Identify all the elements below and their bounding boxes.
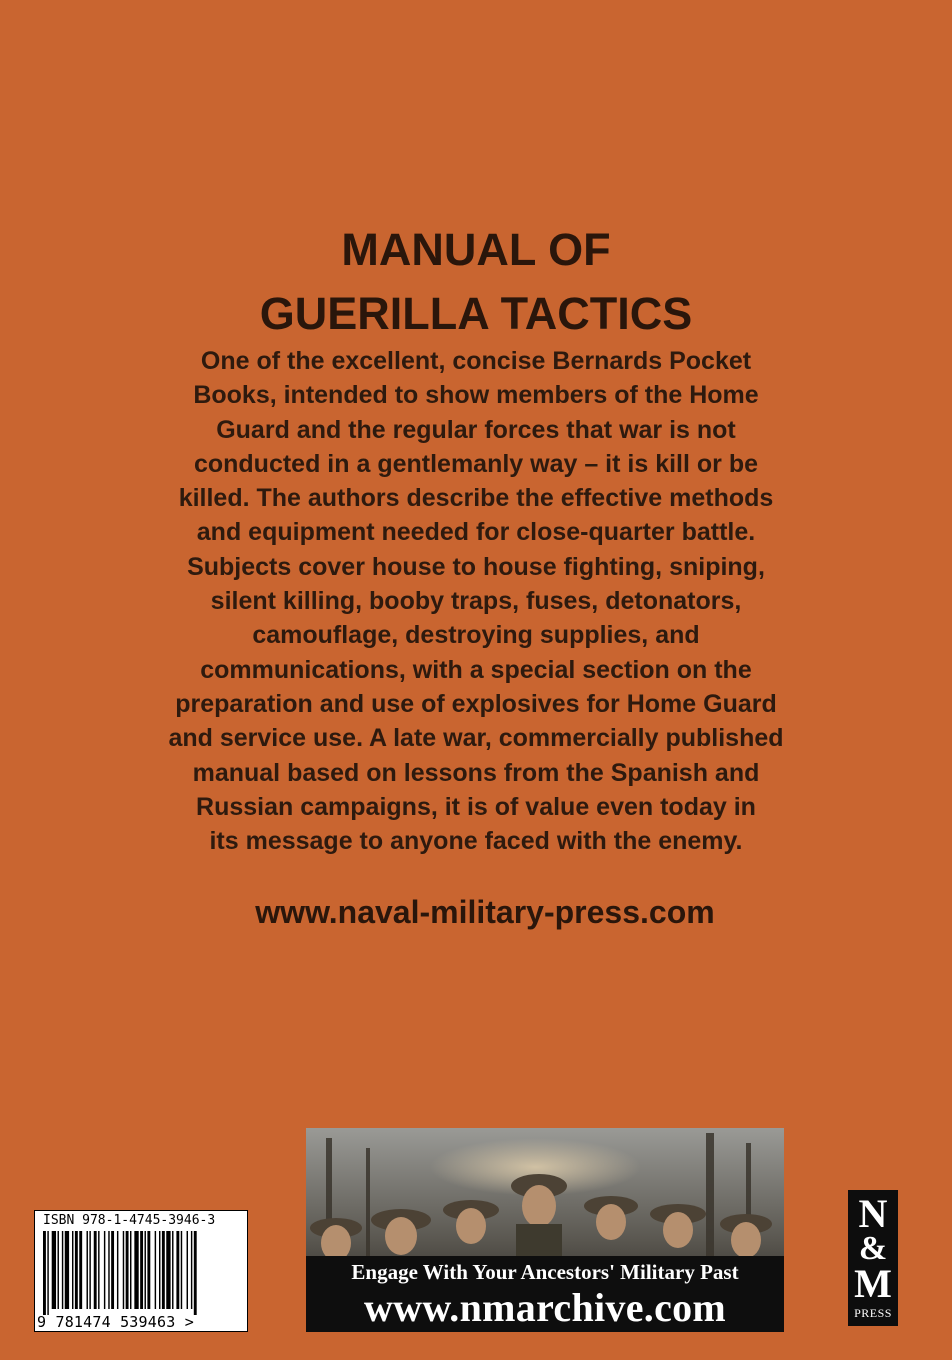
publisher-website[interactable]: www.naval-military-press.com xyxy=(255,894,715,930)
description-line: Guard and the regular forces that war is not xyxy=(216,415,736,444)
barcode-bar xyxy=(108,1231,109,1309)
barcode-bar xyxy=(187,1231,188,1309)
description-line: Subjects cover house to house fighting, sniping, xyxy=(187,552,765,581)
book-title xyxy=(0,218,952,346)
barcode-bar xyxy=(191,1231,192,1309)
barcode-bar xyxy=(172,1231,173,1309)
description-line: killed. The authors describe the effective methods xyxy=(178,484,774,513)
barcode-bar xyxy=(62,1231,63,1309)
description-line: Books, intended to show members of the Home xyxy=(193,381,759,410)
barcode-bar xyxy=(47,1231,48,1315)
barcode-bar xyxy=(58,1231,59,1309)
isbn-barcode xyxy=(34,1210,248,1332)
description-line: silent killing, booby traps, fuses, detonators, xyxy=(210,587,742,616)
barcode-bar xyxy=(117,1231,118,1309)
barcode-bar xyxy=(43,1231,46,1315)
barcode-digits: 9 781474 539463 > xyxy=(37,1313,194,1331)
barcode-bar xyxy=(145,1231,146,1309)
book-description xyxy=(0,344,952,858)
barcode-bar xyxy=(89,1231,90,1309)
logo-ampersand: & xyxy=(858,1230,888,1267)
barcode-bar xyxy=(147,1231,150,1309)
description-line: conducted in a gentlemanly way – it is kill or be xyxy=(193,449,759,478)
banner-url[interactable]: www.nmarchive.com xyxy=(363,1285,727,1330)
barcode-bars xyxy=(43,1231,239,1315)
barcode-bar xyxy=(162,1231,165,1309)
barcode-bar xyxy=(126,1231,129,1309)
barcode-bar xyxy=(104,1231,105,1309)
barcode-bar xyxy=(75,1231,78,1309)
barcode-bar xyxy=(123,1231,124,1309)
nm-press-logo xyxy=(848,1190,898,1326)
logo-letter-n: N xyxy=(858,1191,888,1236)
archive-banner[interactable] xyxy=(306,1128,784,1332)
barcode-bar xyxy=(181,1231,182,1309)
barcode-bar xyxy=(111,1231,114,1309)
banner-tagline: Engage With Your Ancestors' Military Past xyxy=(351,1260,739,1284)
description-line: One of the excellent, concise Bernards Pocket xyxy=(200,347,752,375)
barcode-bar xyxy=(72,1231,73,1309)
barcode-bar xyxy=(98,1231,99,1309)
logo-letter-m: M xyxy=(854,1261,892,1306)
description-line: Russian campaigns, it is of value even today in xyxy=(196,792,756,821)
barcode-bar xyxy=(166,1231,170,1309)
description-line: communications, with a special section on the xyxy=(200,655,752,684)
barcode-bar xyxy=(130,1231,131,1309)
barcode-bar xyxy=(194,1231,197,1315)
barcode-bar xyxy=(134,1231,138,1309)
barcode-bar xyxy=(140,1231,143,1309)
title-line-1: MANUAL OF xyxy=(341,224,611,275)
description-line: its message to anyone faced with the enemy. xyxy=(209,827,743,856)
logo-press-label: PRESS xyxy=(854,1306,892,1320)
description-line: preparation and use of explosives for Home Guard xyxy=(175,689,777,718)
barcode-bar xyxy=(79,1231,82,1309)
title-line-2: GUERILLA TACTICS xyxy=(259,288,693,339)
isbn-label: ISBN 978-1-4745-3946-3 xyxy=(43,1213,216,1228)
barcode-bar xyxy=(65,1231,69,1309)
barcode-bar xyxy=(52,1231,56,1309)
barcode-bar xyxy=(94,1231,97,1309)
barcode-bar xyxy=(159,1231,160,1309)
barcode-bar xyxy=(176,1231,179,1309)
barcode-bar xyxy=(155,1231,156,1309)
description-line: and service use. A late war, commercially published xyxy=(168,724,784,753)
description-line: and equipment needed for close-quarter battle. xyxy=(196,518,756,547)
description-line: manual based on lessons from the Spanish and xyxy=(192,758,760,787)
description-line: camouflage, destroying supplies, and xyxy=(252,621,700,650)
barcode-bar xyxy=(87,1231,88,1309)
